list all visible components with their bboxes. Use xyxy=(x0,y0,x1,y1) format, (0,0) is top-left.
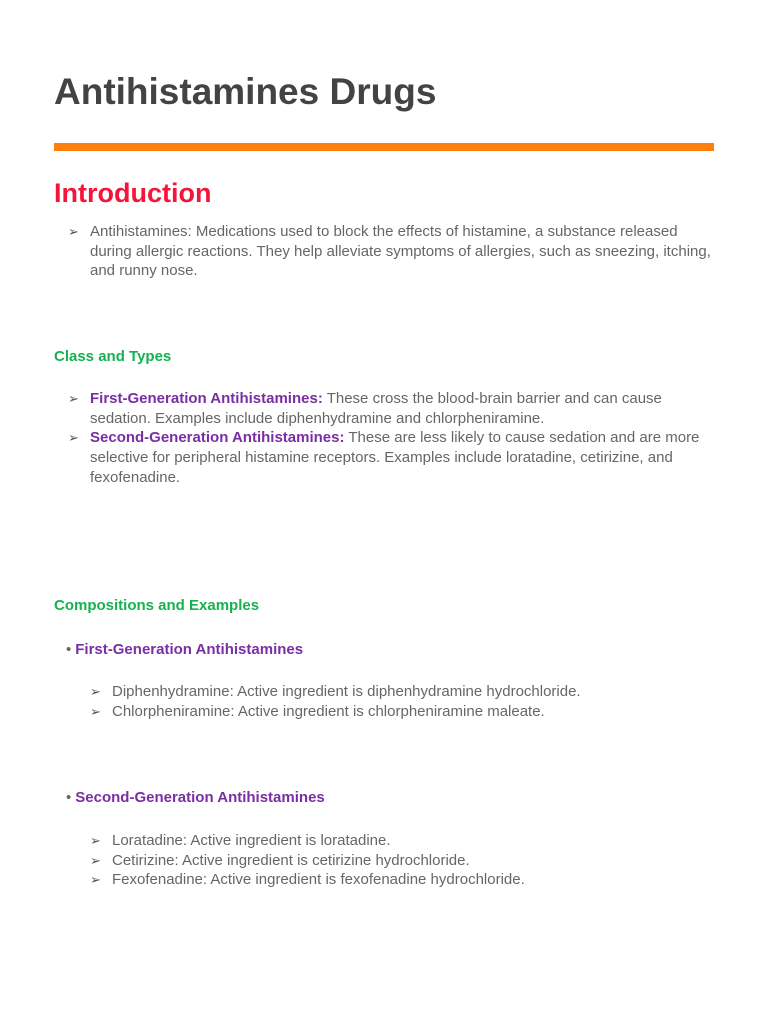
page-title: Antihistamines Drugs xyxy=(54,71,437,112)
subheading-text: Second-Generation Antihistamines xyxy=(75,789,325,806)
item-text: These are less likely to cause sedation and are more selective for peripheral histamine receptors. Examples include loratadine, cetirizine, and fexofenadine. xyxy=(90,429,700,486)
class-types-list xyxy=(68,389,720,488)
subheading-text: First-Generation Antihistamines xyxy=(75,641,304,658)
list-item xyxy=(90,870,712,890)
second-generation-subheading xyxy=(66,788,325,808)
list-item xyxy=(68,222,720,281)
list-item xyxy=(68,428,720,487)
list-item xyxy=(90,831,712,851)
arrow-bullet-icon: ➢ xyxy=(90,703,101,719)
item-text: Loratadine: Active ingredient is loratadine. xyxy=(112,832,391,849)
class-types-heading: Class and Types xyxy=(54,348,172,365)
list-item xyxy=(68,389,720,428)
arrow-bullet-icon: ➢ xyxy=(68,224,79,239)
compositions-heading: Compositions and Examples xyxy=(54,597,260,614)
item-text: These cross the blood-brain barrier and can cause sedation. Examples include diphenhydramine and chlorpheniramine. xyxy=(90,390,662,427)
arrow-bullet-icon: ➢ xyxy=(90,852,101,868)
list-item xyxy=(90,702,712,722)
item-lead: Second-Generation Antihistamines: xyxy=(90,429,345,447)
item-text: Chlorpheniramine: Active ingredient is chlorpheniramine maleate. xyxy=(112,702,545,720)
arrow-bullet-icon: ➢ xyxy=(68,391,79,406)
item-text: Fexofenadine: Active ingredient is fexofenadine hydrochloride. xyxy=(112,871,525,889)
bullet-dot-icon: • xyxy=(66,789,72,806)
list-item xyxy=(90,851,712,871)
title-divider xyxy=(54,143,714,151)
introduction-text: Antihistamines: Medications used to block the effects of histamine, a substance released during allergic reactions. They help alleviate symptoms of allergies, such as sneezing, itching, and runny nose. xyxy=(90,223,711,280)
introduction-heading: Introduction xyxy=(54,178,212,208)
item-lead: First-Generation Antihistamines: xyxy=(90,390,323,407)
arrow-bullet-icon: ➢ xyxy=(90,833,101,848)
arrow-bullet-icon: ➢ xyxy=(68,430,79,446)
introduction-list xyxy=(68,222,720,281)
first-generation-subheading xyxy=(66,640,303,660)
item-text: Diphenhydramine: Active ingredient is diphenhydramine hydrochloride. xyxy=(112,683,581,700)
list-item xyxy=(90,682,712,702)
first-generation-list xyxy=(90,682,712,721)
bullet-dot-icon: • xyxy=(66,641,72,658)
arrow-bullet-icon: ➢ xyxy=(90,684,101,699)
item-text: Cetirizine: Active ingredient is cetirizine hydrochloride. xyxy=(112,851,470,869)
second-generation-list xyxy=(90,831,712,890)
arrow-bullet-icon: ➢ xyxy=(90,872,101,888)
